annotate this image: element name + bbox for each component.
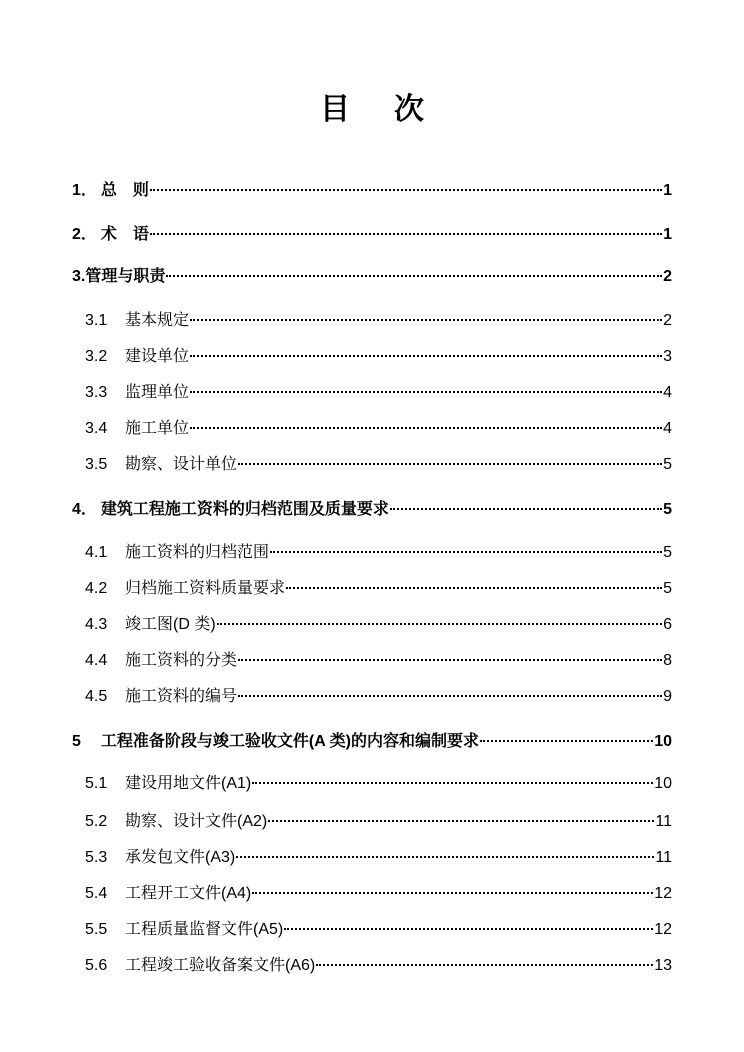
toc-entry[interactable] [72, 650, 672, 672]
toc-entry-page: 5 [663, 580, 672, 597]
toc-entry[interactable] [72, 686, 672, 708]
toc-entry-number: 5.1 [85, 775, 108, 792]
toc-entry-title: 3.管理与职责 [72, 268, 166, 285]
toc-dot-leader [238, 463, 662, 465]
toc-entry-title: 承发包文件(A3) [125, 849, 236, 866]
toc-entry[interactable] [72, 811, 672, 833]
toc-dot-leader [238, 659, 662, 661]
toc-entry-page: 8 [663, 652, 672, 669]
toc-dot-leader [190, 427, 662, 429]
toc-entry[interactable] [72, 346, 672, 368]
toc-entry-page: 10 [654, 733, 672, 750]
toc-entry-number: 1． [72, 182, 97, 199]
toc-entry-title: 施工资料的编号 [125, 688, 238, 705]
toc-entry[interactable] [72, 919, 672, 941]
toc-entry-number: 5.2 [85, 813, 108, 830]
toc-entry[interactable] [72, 382, 672, 404]
toc-entry-title: 施工资料的分类 [125, 652, 238, 669]
toc-entry-title: 基本规定 [125, 312, 190, 329]
toc-entry[interactable] [72, 224, 672, 246]
toc-entry-page: 13 [654, 957, 672, 974]
toc-entry-title: 施工单位 [125, 420, 190, 437]
toc-entry-number: 4.4 [85, 652, 108, 669]
toc-entry[interactable] [72, 266, 672, 288]
toc-dot-leader [270, 551, 662, 553]
toc-entry-page: 4 [663, 420, 672, 437]
toc-dot-leader [252, 782, 653, 784]
toc-entry-title: 工程准备阶段与竣工验收文件(A 类)的内容和编制要求 [100, 733, 479, 750]
toc-entry-page: 11 [655, 813, 672, 830]
toc-entry-number: 3.2 [85, 348, 108, 365]
toc-entry-title: 勘察、设计单位 [125, 456, 238, 473]
toc-entry[interactable] [72, 418, 672, 440]
title-char-2: 次 [394, 92, 424, 127]
toc-entry-number: 2． [72, 226, 97, 243]
toc-entry-number: 5 [72, 733, 97, 750]
toc-entry-title: 勘察、设计文件(A2) [125, 813, 268, 830]
toc-dot-leader [316, 964, 653, 966]
toc-dot-leader [190, 391, 662, 393]
toc-entry-title: 归档施工资料质量要求 [125, 580, 286, 597]
toc-dot-leader [390, 508, 662, 510]
toc-entry-page: 3 [663, 348, 672, 365]
toc-entry-title: 建设用地文件(A1) [125, 775, 252, 792]
toc-entry[interactable] [72, 773, 672, 795]
toc-dot-leader [480, 740, 653, 742]
toc-entry-number: 3.1 [85, 312, 108, 329]
toc-entry-page: 10 [654, 775, 672, 792]
toc-dot-leader [252, 892, 653, 894]
toc-entry-number: 5.6 [85, 957, 108, 974]
toc-entry-number: 4． [72, 501, 97, 518]
toc-entry-number: 3.3 [85, 384, 108, 401]
toc-entry-title: 建筑工程施工资料的归档范围及质量要求 [100, 501, 389, 518]
toc-dot-leader [150, 189, 662, 191]
toc-entry-page: 5 [663, 456, 672, 473]
toc-entry[interactable] [72, 731, 672, 753]
toc-entry-number: 3.4 [85, 420, 108, 437]
toc-entry-number: 3.5 [85, 456, 108, 473]
toc-entry-title: 施工资料的归档范围 [125, 544, 270, 561]
toc-entry-number: 4.1 [85, 544, 108, 561]
toc-entry-page: 11 [655, 849, 672, 866]
toc-entry-number: 5.4 [85, 885, 108, 902]
toc-entry-title: 工程开工文件(A4) [125, 885, 252, 902]
toc-entry[interactable] [72, 542, 672, 564]
page-title [0, 84, 744, 128]
toc-entry-number: 4.3 [85, 616, 108, 633]
toc-entry-title: 总 则 [100, 182, 149, 199]
toc-entry[interactable] [72, 578, 672, 600]
toc-entry-page: 1 [663, 226, 672, 243]
toc-entry-number: 5.3 [85, 849, 108, 866]
toc-dot-leader [166, 275, 662, 277]
toc-entry-title: 工程竣工验收备案文件(A6) [125, 957, 316, 974]
toc-entry-page: 5 [663, 544, 672, 561]
toc-entry-title: 监理单位 [125, 384, 190, 401]
toc-dot-leader [238, 695, 662, 697]
toc-entry-page: 12 [654, 921, 672, 938]
toc-dot-leader [286, 587, 662, 589]
toc-entry-title: 建设单位 [125, 348, 190, 365]
toc-dot-leader [190, 319, 662, 321]
toc-entry-page: 12 [654, 885, 672, 902]
toc-entry[interactable] [72, 180, 672, 202]
toc-entry-page: 9 [663, 688, 672, 705]
toc-entry-title: 竣工图(D 类) [125, 616, 216, 633]
toc-entry-title: 术 语 [100, 226, 149, 243]
toc-entry[interactable] [72, 499, 672, 521]
toc-entry-number: 4.2 [85, 580, 108, 597]
toc-entry[interactable] [72, 955, 672, 977]
toc-entry-page: 5 [663, 501, 672, 518]
toc-dot-leader [268, 820, 654, 822]
toc-entry-number: 5.5 [85, 921, 108, 938]
toc-entry-page: 1 [663, 182, 672, 199]
toc-dot-leader [284, 928, 653, 930]
toc-entry[interactable] [72, 614, 672, 636]
toc-dot-leader [217, 623, 662, 625]
toc-entry-title: 工程质量监督文件(A5) [125, 921, 284, 938]
toc-entry-number: 4.5 [85, 688, 108, 705]
toc-entry[interactable] [72, 883, 672, 905]
toc-entry-page: 2 [663, 268, 672, 285]
toc-dot-leader [190, 355, 662, 357]
toc-entry-page: 2 [663, 312, 672, 329]
toc-entry[interactable] [72, 310, 672, 332]
toc-dot-leader [150, 233, 662, 235]
toc-entry[interactable] [72, 847, 672, 869]
toc-dot-leader [236, 856, 654, 858]
toc-entry-page: 6 [663, 616, 672, 633]
toc-entry[interactable] [72, 454, 672, 476]
title-char-1: 目 [320, 92, 350, 127]
toc-entry-page: 4 [663, 384, 672, 401]
